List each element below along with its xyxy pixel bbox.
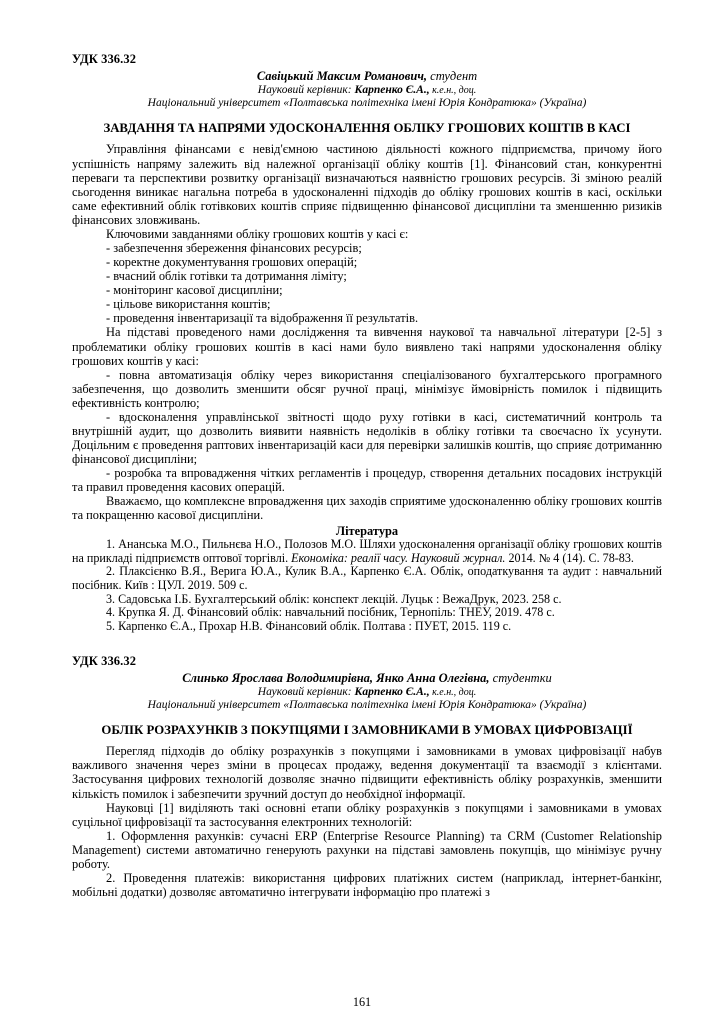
author-name-2: Слинько Ярослава Володимирівна, Янко Анна Олегівна,	[182, 670, 490, 685]
page-number: 161	[352, 995, 372, 1009]
reference-number: 1.	[106, 536, 116, 551]
supervisor-label-1: Науковий керівник:	[257, 83, 355, 96]
list-item: - забезпечення збереження фінансових ресурсів;	[106, 241, 362, 255]
paragraph: На підставі проведеного нами дослідження та вивчення наукової та навчальної літератури [2-5] з проблематики обліку грошових коштів в касі нами було виявлено такі напрями удосконалення обліку грошових коштів у касі:	[72, 325, 662, 368]
reference-text: Ананська М.О., Пильнєва Н.О., Полозов М.О. Шляхи удосконалення організації обліку грошових коштів на прикладі підприємств оптової торгівлі.	[72, 536, 662, 565]
paragraph: Перегляд підходів до обліку розрахунків з покупцями і замовниками в умовах цифровізації набув важливого значення через зміни в процесах продажу, ведення документації та взаємодії з клієнтами. Застосування цифрових технологій дозволяє значно підвищити ефективність обліку розрахунків, зменшити кількість помилок і забезпечити зручний доступ до необхідної інформації.	[72, 744, 662, 801]
reference-number: 5.	[106, 619, 116, 634]
list-item: - цільове використання коштів;	[106, 297, 271, 312]
reference-tail: 2014. № 4 (14). С. 78-83.	[505, 550, 634, 565]
author-role-1: студент	[427, 69, 478, 83]
reference-number: 2.	[106, 564, 116, 579]
article-1	[72, 52, 662, 634]
list-item: - моніторинг касової дисципліни;	[106, 283, 283, 298]
list-item: - коректне документування грошових операцій;	[106, 255, 358, 270]
reference-source: Економіка: реалії часу. Науковий журнал.	[291, 550, 506, 565]
reference-number: 4.	[106, 605, 116, 620]
literature-heading: Література	[335, 523, 399, 538]
list-item: - розробка та впровадження чітких регламентів і процедур, створення детальних посадових інструкцій та правил проведення касових операцій.	[72, 466, 662, 495]
reference-item	[72, 593, 662, 607]
supervisor-line-2	[72, 686, 662, 700]
supervisor-degree-2: к.е.н., доц.	[429, 686, 477, 698]
list-item: 1. Оформлення рахунків: сучасні ERP (Enterprise Resource Planning) та CRM (Customer Relationship Management) системи автоматично генерують рахунки на підставі замовлень покупців, що мінімізує ручну роботу.	[72, 828, 662, 871]
list-item: 2. Проведення платежів: використання цифрових платіжних систем (наприклад, інтернет-банкінг, мобільні додатки) дозволяє автоматично інтегрувати інформацію про платежі з	[72, 871, 662, 900]
article-title-1: ЗАВДАННЯ ТА НАПРЯМИ УДОСКОНАЛЕННЯ ОБЛІКУ ГРОШОВИХ КОШТІВ В КАСІ	[103, 121, 631, 136]
supervisor-name-1: Карпенко Є.А.,	[354, 83, 430, 96]
author-line-2	[72, 671, 662, 686]
supervisor-label-2: Науковий керівник:	[257, 685, 355, 698]
reference-item	[72, 620, 662, 634]
list-item: - вчасний облік готівки та дотримання ліміту;	[106, 269, 347, 284]
supervisor-degree-1: к.е.н., доц.	[429, 84, 477, 96]
reference-text: Садовська І.Б. Бухгалтерський облік: конспект лекцій. Луцьк : ВежаДрук, 2023. 258 с.	[118, 591, 562, 606]
paragraph-conclusion: Вважаємо, що комплексне впровадження цих заходів сприятиме удосконаленню обліку грошових коштів та покращенню касової дисципліни.	[72, 494, 662, 523]
author-line-1	[72, 69, 662, 84]
author-name-1: Савіцький Максим Романович,	[256, 69, 428, 83]
author-role-2: студентки	[489, 670, 552, 685]
udk-code-1: УДК 336.32	[72, 52, 137, 66]
reference-item	[72, 538, 662, 565]
paragraph: Ключовими завданнями обліку грошових коштів у касі є:	[106, 226, 409, 241]
udk-code-2: УДК 336.32	[72, 653, 137, 668]
affiliation-1: Національний університет «Полтавська політехніка імені Юрія Кондратюка» (Україна)	[147, 97, 587, 110]
reference-item	[72, 565, 662, 592]
reference-text: Плаксієнко В.Я., Верига Ю.А., Кулик В.А., Карпенко Є.А. Облік, оподаткування та аудит : навчальний посібник. Київ : ЦУЛ. 2019. 509 с.	[72, 564, 662, 592]
article-title-2: ОБЛІК РОЗРАХУНКІВ З ПОКУПЦЯМИ І ЗАМОВНИКАМИ В УМОВАХ ЦИФРОВІЗАЦІЇ	[101, 722, 633, 737]
article-2	[72, 654, 662, 899]
paragraph: Науковці [1] виділяють такі основні етапи обліку розрахунків з покупцями і замовниками в умовах суцільної цифровізації та застосування електронних технологій:	[72, 800, 662, 829]
list-item: - проведення інвентаризації та відображення її результатів.	[106, 311, 419, 326]
paragraph: Управління фінансами є невід'ємною частиною діяльності кожного підприємства, причому його успішність напряму залежить від належної організації обліку коштів [1]. Фінансовий стан, конкурентні переваги та перспективи розвитку організації визначаються наявністю грошових ресурсів. Зі зміною реалій сьогодення виникає нагальна потреба в удосконаленні підходів до обліку грошових коштів в касі, оскільки саме ефективний облік готівкових коштів сприяє підвищенню фінансової дисципліни та зменшенню ризиків фінансових зловживань.	[72, 142, 662, 227]
reference-text: Карпенко Є.А., Прохар Н.В. Фінансовий облік. Полтава : ПУЕТ, 2015. 119 с.	[118, 619, 512, 634]
supervisor-line-1	[72, 84, 662, 98]
reference-item	[72, 606, 662, 620]
supervisor-name-2: Карпенко Є.А.,	[354, 685, 430, 698]
list-item: - вдосконалення управлінської звітності щодо руху готівки в касі, систематичний контроль та внутрішній аудит, що дозволить виявити наявність недоліків в обліку готівки та своєчасно їх усунути. Доцільним є проведення раптових інвентаризацій каси для перевірки залишків коштів, що сприяє дотриманню фінансової дисципліни;	[72, 409, 662, 467]
section-divider	[72, 634, 662, 654]
reference-number: 3.	[106, 591, 116, 606]
affiliation-2: Національний університет «Полтавська політехніка імені Юрія Кондратюка» (Україна)	[147, 699, 587, 712]
reference-text: Крупка Я. Д. Фінансовий облік: навчальний посібник, Тернопіль: ТНЕУ, 2019. 478 с.	[118, 605, 555, 620]
list-item: - повна автоматизація обліку через використання спеціалізованого бухгалтерського програмного забезпечення, що дозволить зменшити обсяг ручної праці, мінімізує ймовірність помилок і підвищить ефективність контролю;	[72, 367, 662, 410]
